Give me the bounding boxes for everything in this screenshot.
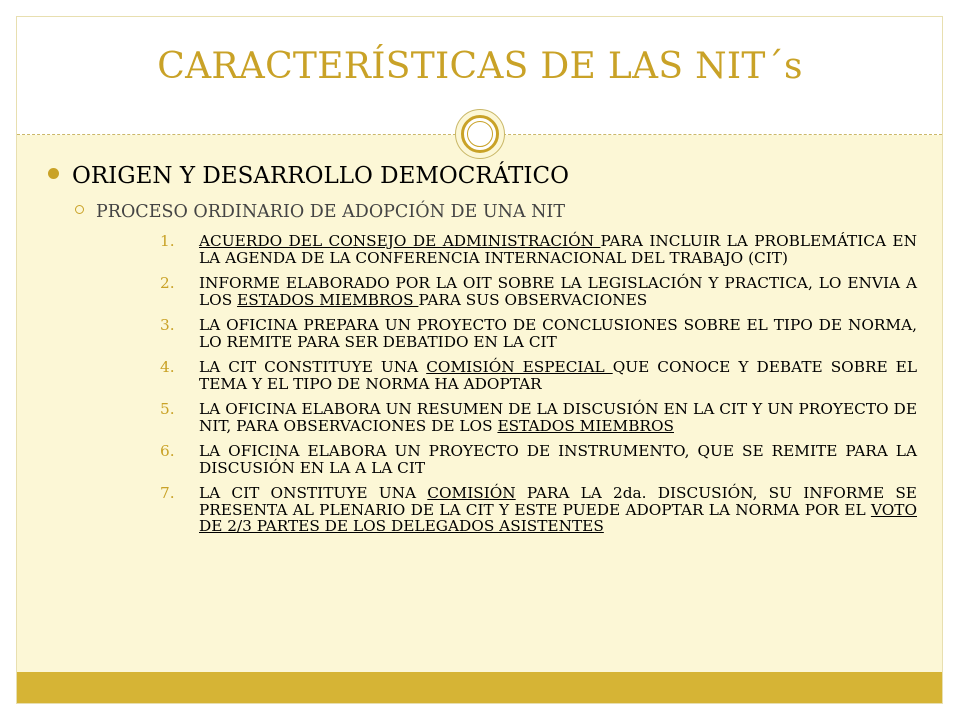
step-text-part: LA OFICINA ELABORA UN RESUMEN DE LA DISCUSIÓN EN LA CIT Y UN PROYECTO DE NIT, PARA OBSERVACIONES DE LOS [199,400,917,435]
step-text-part: LA CIT ONSTITUYE UNA [199,484,428,502]
step-item [160,317,917,350]
step-underlined-text: COMISIÓN [427,484,516,502]
step-text [199,442,917,477]
step-item [160,233,917,266]
level2-bullet [75,202,915,222]
step-text [199,358,917,393]
step-text [199,316,917,351]
step-text-part: QUE CONOCE Y DEBATE SOBRE EL TEMA Y EL TIPO DE NORMA HA ADOPTAR [199,358,917,393]
divider-inner-circle-icon [467,121,493,147]
bullet-ring-icon [75,205,84,214]
step-number: 6. [160,442,175,460]
step-underlined-text: VOTO DE 2/3 PARTES DE LOS DELEGADOS ASISTENTES [199,500,917,535]
level2-text: PROCESO ORDINARIO DE ADOPCIÓN DE UNA NIT [96,202,565,222]
step-item [160,485,917,535]
step-underlined-text: ACUERDO DEL CONSEJO DE ADMINISTRACIÓN [199,232,601,250]
step-text-part: LA CIT CONSTITUYE UNA [199,358,427,376]
step-text [199,400,917,435]
step-text [199,274,917,309]
step-text [199,484,917,535]
step-underlined-text: COMISIÓN ESPECIAL [426,358,613,376]
step-text-part: LA OFICINA ELABORA UN PROYECTO DE INSTRUMENTO, QUE SE REMITE PARA LA DISCUSIÓN EN LA A LA CIT [199,442,917,477]
step-number: 5. [160,400,175,418]
step-text-part: PARA LA 2da. DISCUSIÓN, SU INFORME SE PRESENTA AL PLENARIO DE LA CIT Y ESTE PUEDE ADOPTAR LA NORMA POR EL [199,484,917,519]
step-item [160,401,917,434]
step-text [199,232,917,267]
step-text-part: INFORME ELABORADO POR LA OIT SOBRE LA LEGISLACIÓN Y PRACTICA, LO ENVIA A LOS [199,274,917,309]
step-item [160,443,917,476]
step-number: 3. [160,316,175,334]
step-item [160,359,917,392]
step-number: 7. [160,484,175,502]
slide-title: CARACTERÍSTICAS DE LAS NIT´s [157,46,803,87]
step-text-part: PARA SUS OBSERVACIONES [418,290,648,309]
level1-text: ORIGEN Y DESARROLLO DEMOCRÁTICO [72,163,569,189]
step-text-part: PARA INCLUIR LA PROBLEMÁTICA EN LA AGENDA DE LA CONFERENCIA INTERNACIONAL DEL TRABAJO (CIT) [199,232,917,267]
step-text-part: LA OFICINA PREPARA UN PROYECTO DE CONCLUSIONES SOBRE EL TIPO DE NORMA, LO REMITE PARA SER DEBATIDO EN LA CIT [199,316,917,351]
step-number: 4. [160,358,175,376]
step-number: 2. [160,274,175,292]
bullet-dot-icon [48,168,59,179]
step-underlined-text: ESTADOS MIEMBROS [497,416,674,435]
step-underlined-text: ESTADOS MIEMBROS [237,290,419,309]
steps-list [160,233,917,544]
step-item [160,275,917,308]
step-number: 1. [160,232,175,250]
level1-bullet [48,163,908,189]
